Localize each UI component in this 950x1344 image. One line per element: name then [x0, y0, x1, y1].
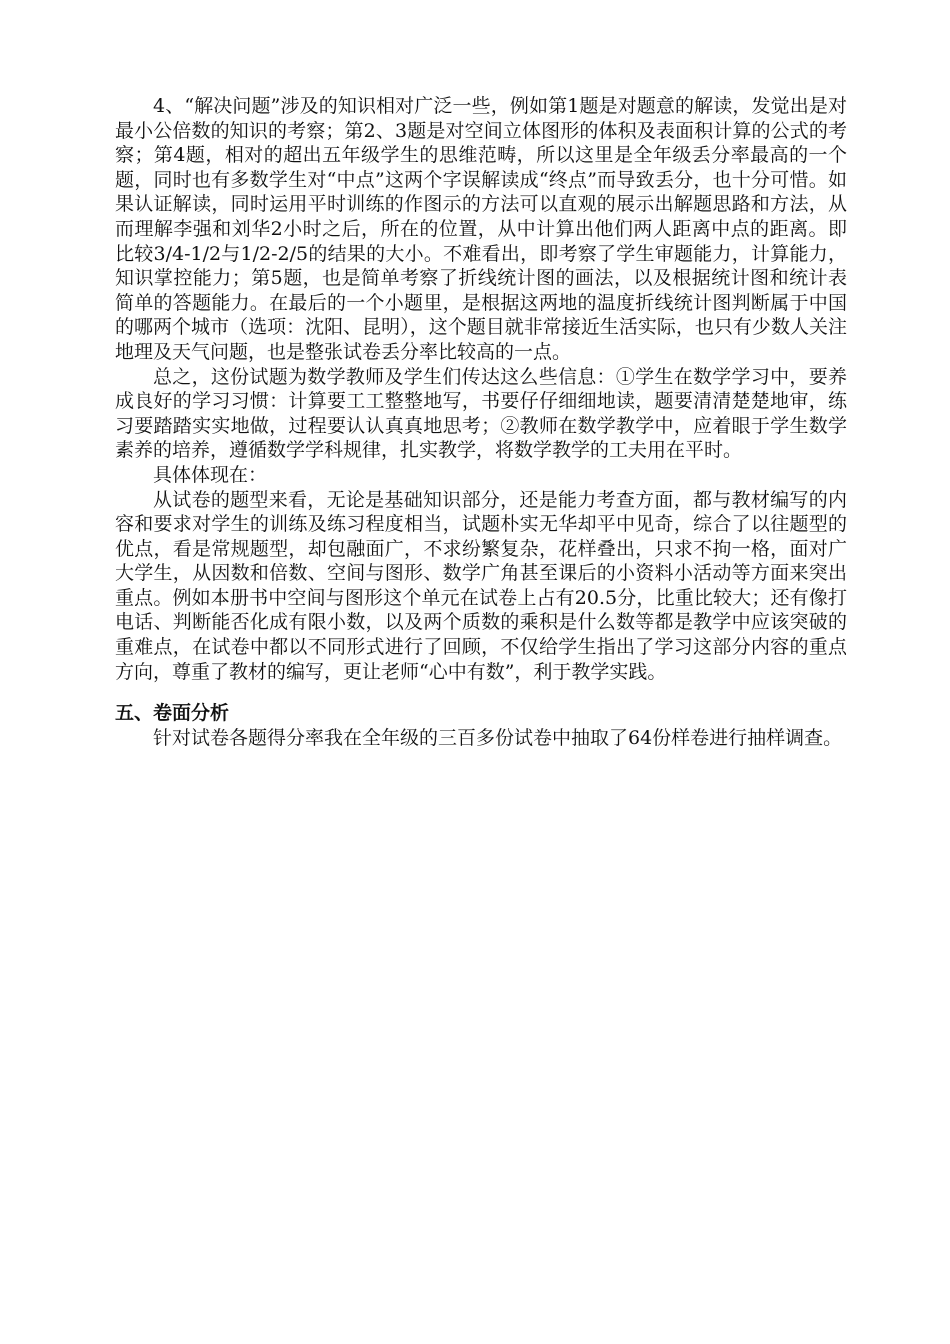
- paragraph-question-types: 从试卷的题型来看，无论是基础知识部分，还是能力考查方面，都与教材编写的内容和要求对学生的训练及练习程度相当，试题朴实无华却平中见奇，综合了以往题型的优点，看是常规题型，却包融面广，不求纷繁复杂，花样叠出，只求不拘一格，面对广大学生，从因数和倍数、空间与图形、数学广角甚至课后的小资料小活动等方面来突出重点。例如本册书中空间与图形这个单元在试卷上占有20.5分，比重比较大；还有像打电话、判断能否化成有限小数，以及两个质数的乘积是什么数等都是教学中应该突破的重难点，在试卷中都以不同形式进行了回顾，不仅给学生指出了学习这部分内容的重点方向，尊重了教材的编写，更让老师“心中有数”，利于教学实践。: [115, 488, 847, 683]
- paragraph-solve-problems: 4、“解决问题”涉及的知识相对广泛一些，例如第1题是对题意的解读，发觉出是对最小公倍数的知识的考察；第2、3题是对空间立体图形的体积及表面积计算的公式的考察；第4题，相对的超出五年级学生的思维范畴，所以这里是全年级丢分率最高的一个题，同时也有多数学生对“中点”这两个字误解读成“终点”而导致丢分，也十分可惜。如果认证解读，同时运用平时训练的作图示的方法可以直观的展示出解题思路和方法，从而理解李强和刘华2小时之后，所在的位置，从中计算出他们两人距离中点的距离。即比较3/4-1/2与1/2-2/5的结果的大小。不难看出，即考察了学生审题能力，计算能力，知识掌控能力；第5题，也是简单考察了折线统计图的画法，以及根据统计图和统计表简单的答题能力。在最后的一个小题里，是根据这两地的温度折线统计图判断属于中国的哪两个城市（选项：沈阳、昆明），这个题目就非常接近生活实际，也只有少数人关注地理及天气问题，也是整张试卷丢分率比较高的一点。: [115, 95, 847, 363]
- paragraph-specifics-intro: 具体体现在：: [153, 463, 268, 486]
- document-page: [115, 94, 847, 751]
- paragraph-sampling: 针对试卷各题得分率我在全年级的三百多份试卷中抽取了64份样卷进行抽样调查。: [153, 727, 843, 750]
- paragraph-summary: 总之，这份试题为数学教师及学生们传达这么些信息：①学生在数学学习中，要养成良好的学习习惯：计算要工工整整地写，书要仔仔细细地读，题要清清楚楚地审，练习要踏踏实实地做，过程要认认真真地思考；②教师在数学教学中，应着眼于学生数学素养的培养，遵循数学学科规律，扎实教学，将数学教学的工夫用在平时。: [115, 365, 847, 462]
- section-heading: 五、卷面分析: [115, 702, 230, 725]
